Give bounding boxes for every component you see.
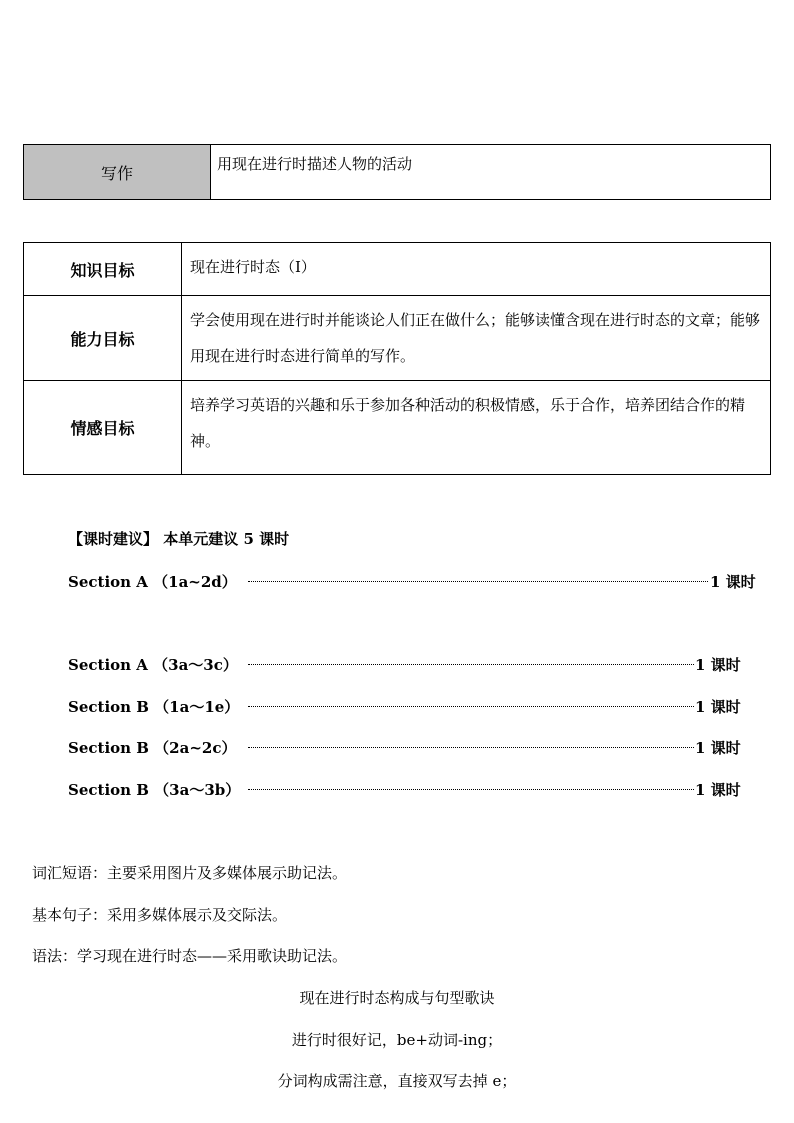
schedule-section-4: Section B （2a~2c） [68,739,237,757]
objectives-table [23,242,771,475]
schedule-hours-5: 1 课时 [695,781,741,799]
objective-label-knowledge: 知识目标 [24,243,182,296]
topic-content: 用现在进行时描述人物的活动 [211,145,771,200]
verse-line-2: 分词构成需注意，直接双写去掉 e； [277,1072,517,1090]
schedule-section-5: Section B （3a～3b） [68,781,241,799]
schedule-title: 【课时建议】 本单元建议 5 课时 [68,530,290,548]
objective-content-ability: 学会使用现在进行时并能谈论人们正在做什么；能够读懂含现在进行时态的文章；能够用现在进行时态进行简单的写作。 [182,296,771,381]
verse-title: 现在进行时态构成与句型歌诀 [299,989,495,1007]
leader-dots [248,581,708,582]
objective-label-emotion: 情感目标 [24,381,182,475]
schedule-hours-4: 1 课时 [695,739,741,757]
schedule-section-2: Section A （3a～3c） [68,656,238,674]
verse-line-1: 进行时很好记，be+动词-ing； [291,1031,503,1049]
leader-dots [248,747,694,748]
leader-dots [248,664,694,665]
topic-table [23,144,771,200]
method-grammar: 语法：学习现在进行时态——采用歌诀助记法。 [32,947,348,965]
method-sentences: 基本句子：采用多媒体展示及交际法。 [32,906,288,924]
method-vocabulary: 词汇短语：主要采用图片及多媒体展示助记法。 [32,864,348,882]
objective-label-ability: 能力目标 [24,296,182,381]
objective-content-emotion: 培养学习英语的兴趣和乐于参加各种活动的积极情感，乐于合作，培养团结合作的精神。 [182,381,771,475]
schedule-hours-3: 1 课时 [695,698,741,716]
schedule-section-3: Section B （1a～1e） [68,698,240,716]
schedule-section-1: Section A （1a~2d） [68,573,237,591]
topic-header: 写作 [24,145,211,200]
schedule-hours-2: 1 课时 [695,656,741,674]
objective-content-knowledge: 现在进行时态（I） [182,243,771,296]
leader-dots [248,789,694,790]
leader-dots [248,706,694,707]
schedule-hours-1: 1 课时 [710,573,756,591]
